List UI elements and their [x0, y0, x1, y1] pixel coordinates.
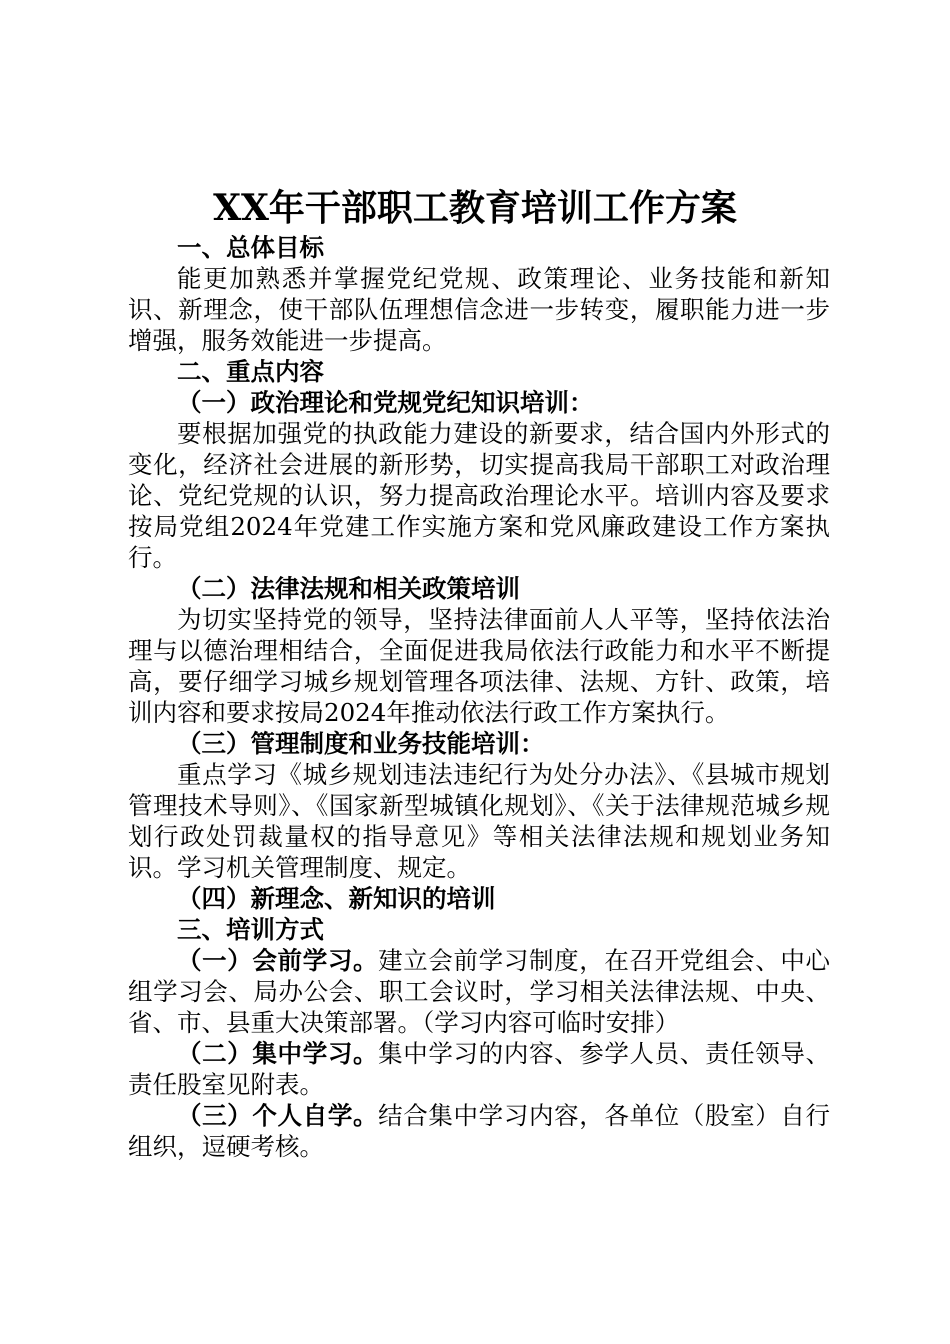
section-paragraph-goals: 能更加熟悉并掌握党纪党规、政策理论、业务技能和新知识、新理念，使干部队伍理想信念进一步转变，履职能力进一步增强，服务效能进一步提高。: [128, 264, 830, 355]
subsection-heading-law: （二）法律法规和相关政策培训: [177, 574, 520, 603]
subsection-heading-management: （三）管理制度和业务技能培训：: [177, 729, 545, 758]
method-lead-centralized: （二）集中学习。: [177, 1039, 379, 1068]
subsection-paragraph-management: 重点学习《城乡规划违法违纪行为处分办法》、《县城市规划管理技术导则》、《国家新型城镇化规划》、《关于法律规范城乡规划行政处罚裁量权的指导意见》等相关法律法规和规划业务知识。学习机关管理制度、规定。: [128, 760, 830, 882]
method-lead-pre-meeting: （一）会前学习。: [177, 946, 379, 975]
method-lead-self-study: （三）个人自学。: [177, 1101, 379, 1130]
subsection-paragraph-law: 为切实坚持党的领导，坚持法律面前人人平等，坚持依法治理与以德治理相结合，全面促进我局依法行政能力和水平不断提高，要仔细学习城乡规划管理各项法律、法规、方针、政策，培训内容和要求按局2024年推动依法行政工作方案执行。: [128, 605, 830, 727]
section-heading-methods: 三、培训方式: [177, 915, 324, 944]
document-body: [128, 232, 830, 1162]
subsection-paragraph-politics: 要根据加强党的执政能力建设的新要求，结合国内外形式的变化，经济社会进展的新形势，切实提高我局干部职工对政治理论、党纪党规的认识，努力提高政治理论水平。培训内容及要求按局党组2024年党建工作实施方案和党风廉政建设工作方案执行。: [128, 419, 830, 572]
method-text-pre-meeting: 建立会前学习制度，在召开党组会、中心组学习会、局办公会、职工会议时，学习相关法律法规、中央、省、市、县重大决策部署。（学习内容可临时安排）: [128, 946, 831, 1037]
subsection-heading-new-ideas: （四）新理念、新知识的培训: [177, 884, 496, 913]
method-paragraph-self-study: [128, 1100, 830, 1162]
subsection-heading-politics: （一）政治理论和党规党纪知识培训：: [177, 388, 594, 417]
section-heading-key-content: 二、重点内容: [177, 357, 324, 386]
section-heading-goals: 一、总体目标: [177, 233, 324, 262]
method-text-centralized: 集中学习的内容、参学人员、责任领导、责任股室见附表。: [128, 1039, 831, 1099]
method-paragraph-pre-meeting: [128, 945, 830, 1038]
method-paragraph-centralized: [128, 1038, 830, 1100]
method-text-self-study: 结合集中学习内容，各单位（股室）自行组织，逗硬考核。: [128, 1101, 831, 1161]
document-title: XX年干部职工教育培训工作方案: [213, 187, 737, 229]
